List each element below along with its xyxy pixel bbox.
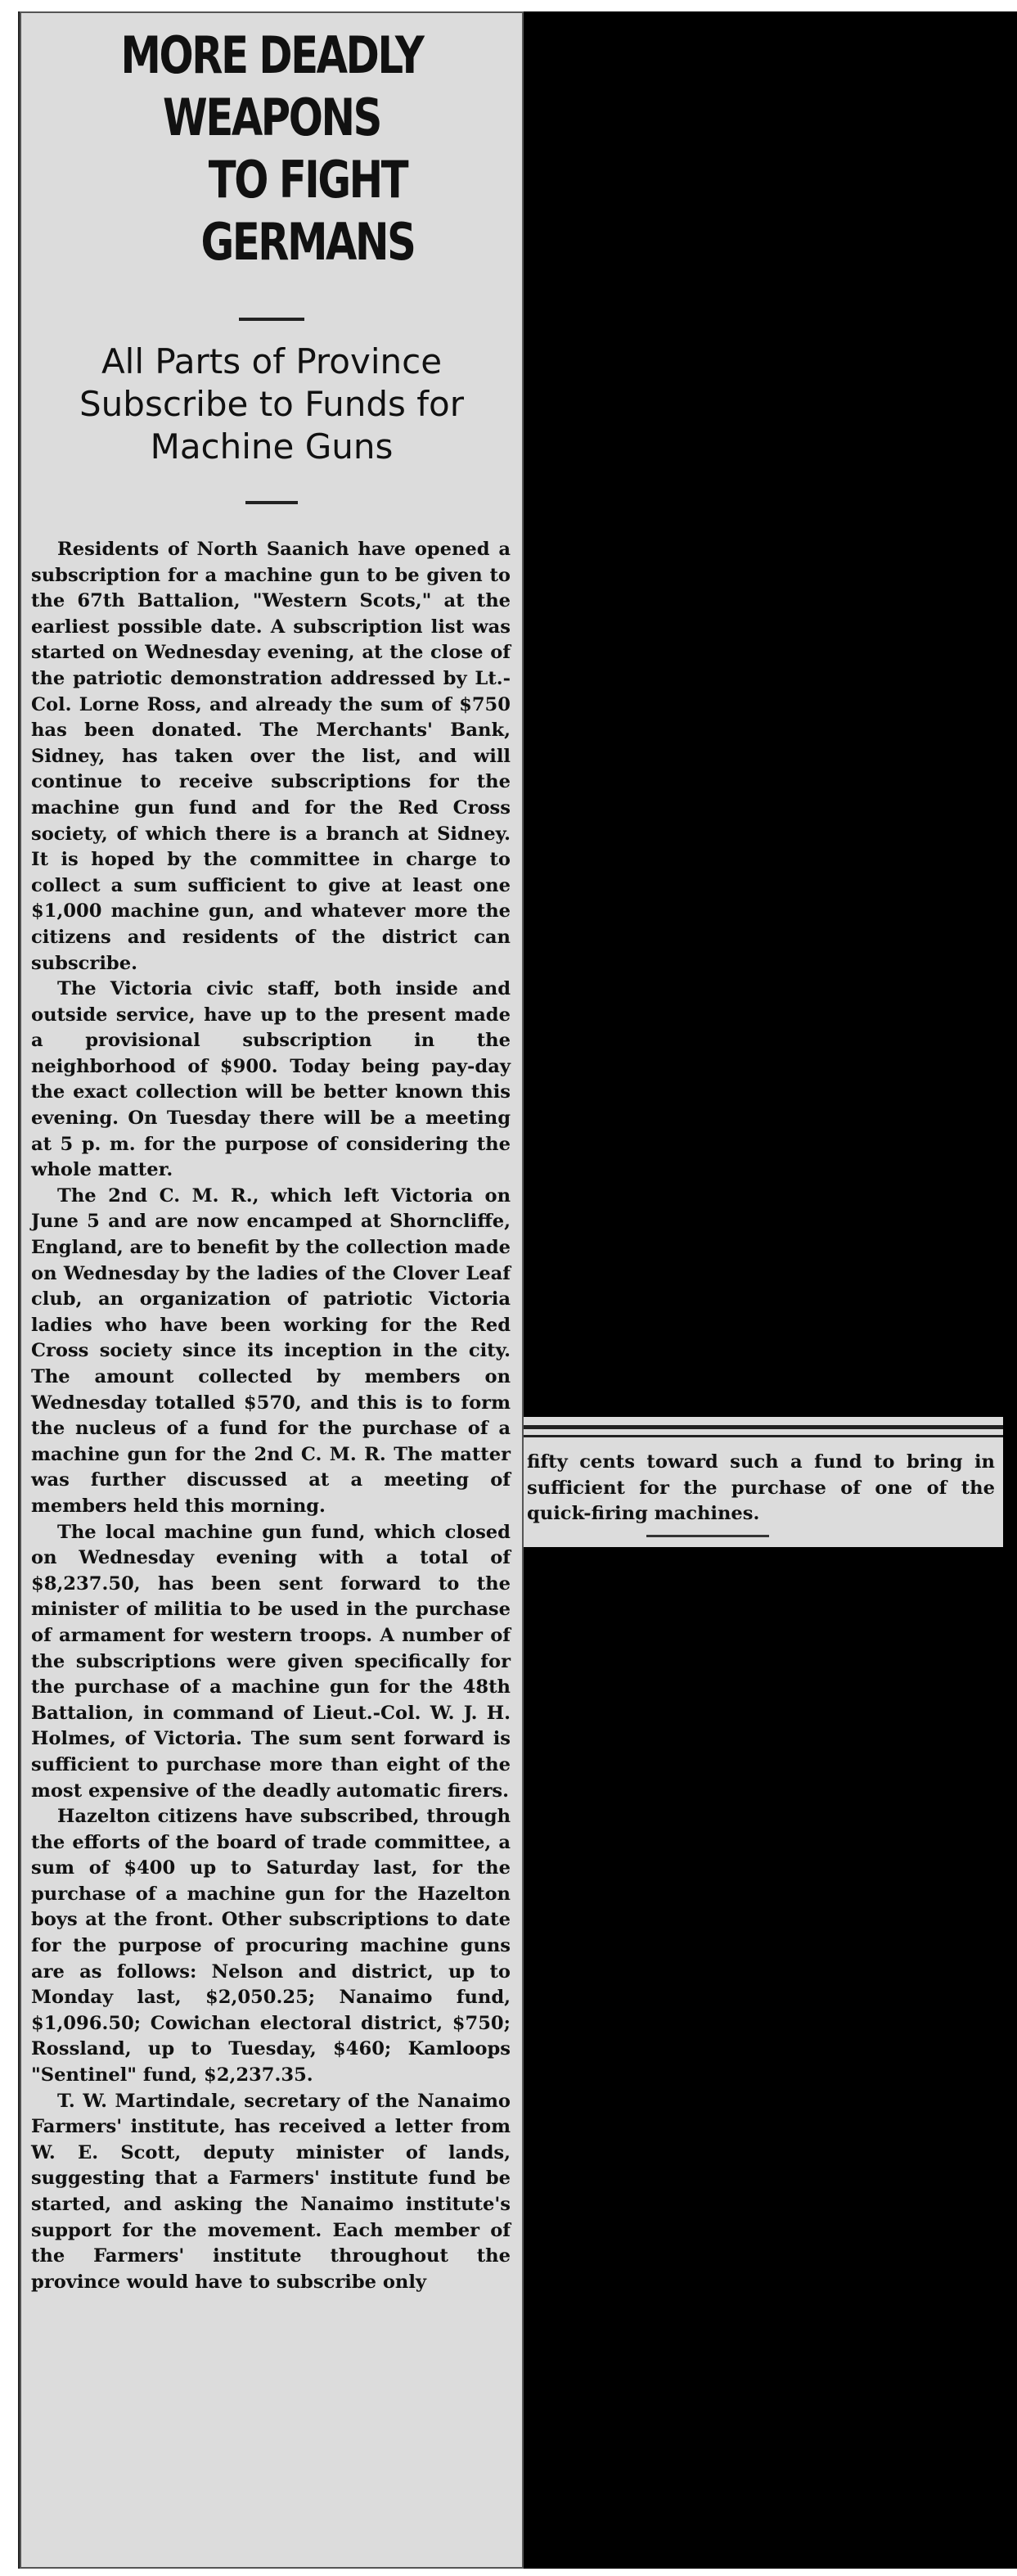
paragraph: Residents of North Saanich have opened a subscription for a machine gun to be given to the 67th Battalion, "Western Scots," at the earliest possible date. A subscription list was started on Wednesday evening, at the close of the patriotic demonstration addressed by Lt.-Col. Lorne Ross, and already the sum of $750 has been donated. The Merchants' Bank, Sidney, has taken over the list, and will continue to receive subscriptions for the machine gun fund and for the Red Cross society, of which there is a branch at Sidney. It is hoped by the committee in charge to collect a sum sufficient to give at least one $1,000 machine gun, and whatever more the citizens and residents of the district can subscribe. xyxy=(31,539,511,974)
paragraph: Hazelton citizens have subscribed, through the efforts of the board of trade committee, a sum of $400 up to Saturday last, for the purchase of a machine gun for the Hazelton boys at the front. Other subscriptions to date for the purpose of procuring machine guns are as follows: Nelson and district, up to Monday last, $2,050.25; Nanaimo fund, $1,096.50; Cowichan electoral district, $750; Rossland, up to Tuesday, $460; Kamloops "Sentinel" fund, $2,237.35. xyxy=(31,1806,511,2087)
black-area-top xyxy=(524,11,1003,1417)
black-edge-right xyxy=(1003,11,1017,2569)
headline xyxy=(78,25,466,273)
paragraph: The 2nd C. M. R., which left Victoria on June 5 and are now encamped at Shorncliffe, England, are to benefit by the collection made on Wednesday by the ladies of the Clover Leaf club, an organization of patriotic Victoria ladies who have been working for the Red Cross society since its inception in the city. The amount collected by members on Wednesday totalled $570, and this is to form the nucleus of a fund for the purchase of a machine gun for the 2nd C. M. R. The matter was further discussed at a meeting of members held this morning. xyxy=(31,1184,511,1517)
headline-divider xyxy=(239,318,304,321)
headline-line-2: TO FIGHT GERMANS xyxy=(200,150,415,272)
continuation-rule-top xyxy=(524,1425,1003,1429)
article-body xyxy=(31,537,511,2295)
black-area-bottom xyxy=(524,1547,1003,2569)
headline-line-1: MORE DEADLY WEAPONS xyxy=(120,25,423,147)
paragraph: T. W. Martindale, secretary of the Nanaimo Farmers' institute, has received a letter from W. E. Scott, deputy minister of lands, suggesting that a Farmers' institute fund be started, and asking the Nanaimo institute's support for the movement. Each member of the Farmers' institute throughout the province would have to subscribe only xyxy=(31,2090,511,2293)
continuation-text: fifty cents toward such a fund to bring in sufficient for the purchase of one of the quick-firing machines. xyxy=(527,1451,995,1525)
article-column xyxy=(20,11,524,2569)
article-end-rule xyxy=(646,1535,769,1537)
paragraph: The Victoria civic staff, both inside and outside service, have up to the present made a provisional subscription in the neighborhood of $900. Today being pay-day the exact collection will be better known this evening. On Tuesday there will be a meeting at 5 p. m. for the purpose of considering the whole matter. xyxy=(31,978,511,1181)
subheadline-divider xyxy=(245,501,298,504)
continuation-column xyxy=(524,1417,1003,1547)
subheadline: All Parts of Province Subscribe to Funds for Machine Guns xyxy=(79,341,464,467)
continuation-rule-second xyxy=(524,1435,1003,1437)
paragraph: The local machine gun fund, which closed on Wednesday evening with a total of $8,237.50, has been sent forward to the minister of militia to be used in the purchase of armament for western troops. A number of the subscriptions were given specifically for the purchase of a machine gun for the 48th Battalion, in command of Lieut.-Col. W. J. H. Holmes, of Victoria. The sum sent forward is sufficient to purchase more than eight of the most expensive of the deadly automatic firers. xyxy=(31,1521,511,1802)
